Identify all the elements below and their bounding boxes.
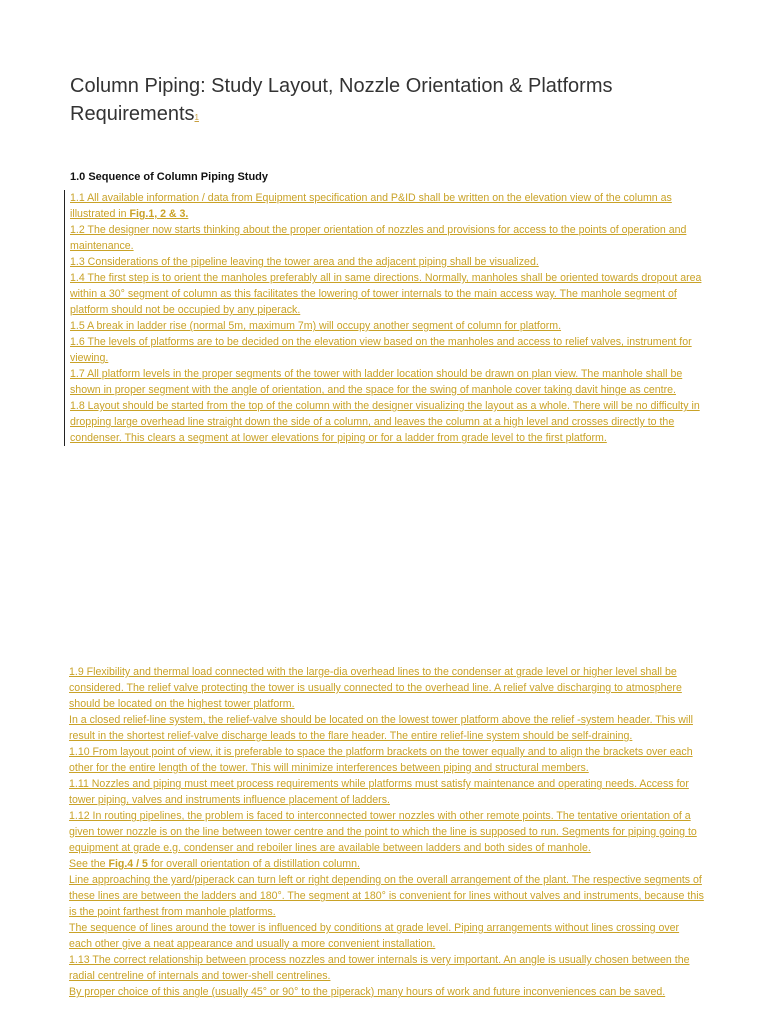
paragraph-text: See the (69, 858, 109, 870)
page-title (70, 72, 710, 132)
figure-reference[interactable]: Fig.1, 2 & 3. (129, 208, 189, 220)
paragraph-link[interactable] (70, 334, 705, 366)
paragraph-text: 1.3 Considerations of the pipeline leaving the tower area and the adjacent piping shall be visualized. (70, 256, 539, 268)
section-block-1 (64, 190, 705, 446)
section-heading: 1.0 Sequence of Column Piping Study (70, 171, 269, 183)
section-block-2 (64, 664, 704, 1000)
paragraph-text: 1.8 Layout should be started from the top of the column with the designer visualizing the layout as a whole. There will be no difficulty in dropping large overhead line straight down the side of a column, and leaves the column at a high level and crosses directly to the condenser. This clears a segment at lower elevations for piping or for a ladder from grade level to the first platform. (70, 400, 700, 444)
paragraph-link[interactable] (69, 872, 704, 920)
paragraph-link[interactable] (69, 808, 704, 856)
paragraph-link[interactable] (70, 318, 705, 334)
paragraph-text: 1.5 A break in ladder rise (normal 5m, maximum 7m) will occupy another segment of column for platform. (70, 320, 562, 332)
paragraph-link[interactable] (69, 712, 704, 744)
paragraph-text: 1.7 All platform levels in the proper segments of the tower with ladder location should be drawn on plan view. The manhole shall be shown in proper segment with the angle of orientation, and the space for the swing of manhole cover taking davit hinge as centre. (70, 368, 683, 396)
paragraph-link[interactable] (69, 664, 704, 712)
paragraph-text: for overall orientation of a distillation column. (147, 858, 360, 870)
paragraph-text: 1.11 Nozzles and piping must meet process requirements while platforms must satisfy maintenance and operating needs. Access for tower piping, valves and instruments influence placement of ladders. (69, 778, 689, 806)
paragraph-link[interactable] (69, 984, 704, 1000)
paragraph-link[interactable] (70, 222, 705, 254)
paragraph-link[interactable] (70, 366, 705, 398)
paragraph-text: 1.13 The correct relationship between process nozzles and tower internals is very important. An angle is usually chosen between the radial centreline of internals and tower-shell centrelines. (69, 954, 690, 982)
paragraph-text: 1.12 In routing pipelines, the problem is faced to interconnected tower nozzles with other remote points. The tentative orientation of a given tower nozzle is on the line between tower centre and the point to which the line is supposed to run. Segments for piping going to equipment at grade e.g. condenser and reboiler lines are available between ladders and both sides of manhole. (69, 810, 697, 854)
paragraph-link[interactable] (70, 270, 705, 318)
paragraph-text: The sequence of lines around the tower is influenced by conditions at grade level. Piping arrangements without lines crossing over each other give a neat appearance and usually a more convenient installation. (69, 922, 680, 950)
figure-reference[interactable]: Fig.4 / 5 (108, 858, 148, 870)
page-title-text: Column Piping: Study Layout, Nozzle Orientation & Platforms Requirements (70, 75, 613, 125)
paragraph-text: 1.6 The levels of platforms are to be decided on the elevation view based on the manholes and access to relief valves, instrument for viewing. (70, 336, 692, 364)
paragraph-link[interactable] (69, 856, 704, 872)
paragraph-link[interactable] (70, 190, 705, 222)
paragraph-link[interactable] (69, 920, 704, 952)
paragraph-text: Line approaching the yard/piperack can turn left or right depending on the overall arrangement of the plant. The respective segments of these lines are between the ladders and 180°. The segment at 180° is convenient for lines without valves and instruments, because this is the point farthest from manhole platforms. (69, 874, 704, 918)
paragraph-text: 1.10 From layout point of view, it is preferable to space the platform brackets on the tower equally and to align the brackets over each other for the entire length of the tower. This will minimize interferences between piping and structural members. (69, 746, 693, 774)
paragraph-link[interactable] (69, 776, 704, 808)
footnote-marker[interactable]: 1 (194, 113, 199, 122)
paragraph-text: 1.1 All available information / data from Equipment specification and P&ID shall be written on the elevation view of the column as illustrated in (70, 192, 672, 220)
paragraph-text: 1.4 The first step is to orient the manholes preferably all in same directions. Normally, manholes shall be oriented towards dropout area within a 30° segment of column as this facilitates the lowering of tower internals to the main access way. The manhole segment of platform should not be occupied by any piperack. (70, 272, 702, 316)
paragraph-link[interactable] (69, 952, 704, 984)
paragraph-text: In a closed relief-line system, the relief-valve should be located on the lowest tower platform above the relief -system header. This will result in the shortest relief-valve discharge leads to the flare header. The entire relief-line system should be self-draining. (69, 714, 693, 742)
paragraph-link[interactable] (70, 254, 705, 270)
paragraph-text: 1.9 Flexibility and thermal load connected with the large-dia overhead lines to the condenser at grade level or higher level shall be considered. The relief valve protecting the tower is usually connected to the overhead line. A relief valve discharging to atmosphere should be located on the highest tower platform. (69, 666, 682, 710)
paragraph-text: By proper choice of this angle (usually 45° or 90° to the piperack) many hours of work and future inconveniences can be saved. (69, 986, 666, 998)
paragraph-link[interactable] (70, 398, 705, 446)
paragraph-link[interactable] (69, 744, 704, 776)
paragraph-text: 1.2 The designer now starts thinking about the proper orientation of nozzles and provisions for access to the points of operation and maintenance. (70, 224, 687, 252)
